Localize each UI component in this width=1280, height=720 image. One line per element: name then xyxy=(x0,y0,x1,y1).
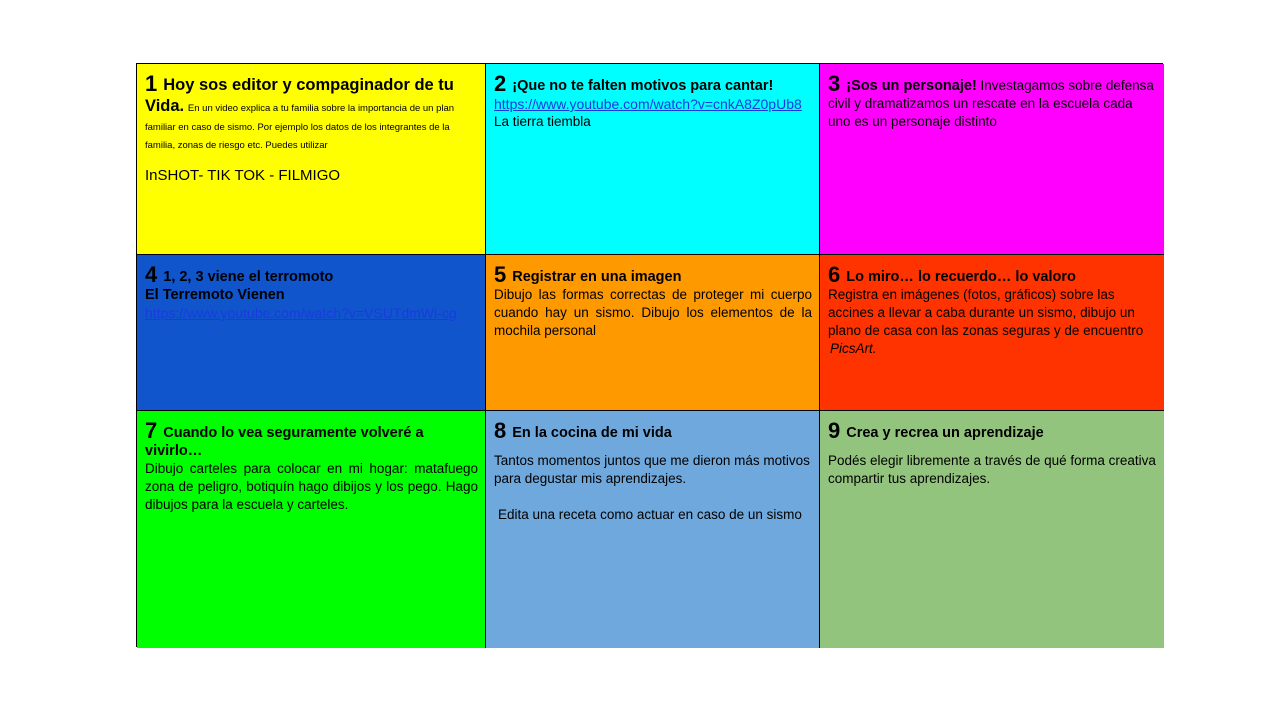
cell-body: Tantos momentos juntos que me dieron más motivos para degustar mis aprendizajes. xyxy=(494,453,810,486)
cell-subtitle: El Terremoto Vienen xyxy=(145,287,285,303)
cell-body: Investagamos sobre defensa civil y dramatizamos un rescate en la escuela cada uno es un personaje distinto xyxy=(828,78,1154,129)
cell-4 xyxy=(137,255,486,411)
cell-title: ¡Sos un personaje! xyxy=(846,78,977,94)
cell-title: Crea y recrea un aprendizaje xyxy=(846,425,1044,441)
cell-1 xyxy=(137,64,486,255)
cell-body: Dibujo carteles para colocar en mi hogar: matafuego zona de peligro, botiquín hago dibijos y los pego. Hago dibujos para la escuela y carteles. xyxy=(145,461,478,512)
cell-number: 9 xyxy=(828,418,841,443)
video-link[interactable]: https://www.youtube.com/watch?v=VSUTdmWi-cg xyxy=(145,305,457,321)
cell-apps: InSHOT- TIK TOK - FILMIGO xyxy=(145,167,341,184)
cell-3 xyxy=(820,64,1164,255)
cell-body: Podés elegir libremente a través de qué forma creativa compartir tus aprendizajes. xyxy=(828,453,1156,486)
cell-9 xyxy=(820,411,1164,648)
cell-title: Registrar en una imagen xyxy=(512,269,682,285)
cell-number: 8 xyxy=(494,418,507,443)
video-link[interactable]: https://www.youtube.com/watch?v=cnkA8Z0pUb8 xyxy=(494,96,802,112)
cell-body-2: Edita una receta como actuar en caso de un sismo xyxy=(498,507,802,522)
cell-body: En un video explica a tu familia sobre la importancia de un plan familiar en caso de sismo. Por ejemplo los datos de los integrantes de la familia, zonas de riesgo etc. Puedes utilizar xyxy=(145,103,455,151)
cell-apps: PicsArt. xyxy=(830,341,877,356)
cell-title: Hoy sos editor y compaginador de tu Vida. xyxy=(145,76,454,115)
cell-title: Cuando lo vea seguramente volveré a vivirlo… xyxy=(145,425,424,459)
cell-number: 5 xyxy=(494,262,507,287)
cell-8 xyxy=(486,411,820,648)
cell-number: 7 xyxy=(145,418,158,443)
cell-body: Dibujo las formas correctas de proteger mi cuerpo cuando hay un sismo. Dibujo los elementos de la mochila personal xyxy=(494,287,812,338)
cell-5 xyxy=(486,255,820,411)
cell-number: 1 xyxy=(145,71,158,96)
cell-title: 1, 2, 3 viene el terromoto xyxy=(163,269,334,285)
cell-title: En la cocina de mi vida xyxy=(512,425,672,441)
cell-number: 6 xyxy=(828,262,841,287)
cell-body: La tierra tiembla xyxy=(494,114,591,129)
cell-title: ¡Que no te falten motivos para cantar! xyxy=(512,78,774,94)
cell-number: 3 xyxy=(828,71,841,96)
cell-number: 2 xyxy=(494,71,507,96)
cell-6 xyxy=(820,255,1164,411)
cell-title: Lo miro… lo recuerdo… lo valoro xyxy=(846,269,1076,285)
cell-7 xyxy=(137,411,486,648)
activity-grid xyxy=(136,63,1163,647)
cell-number: 4 xyxy=(145,262,158,287)
cell-2 xyxy=(486,64,820,255)
cell-body: Registra en imágenes (fotos, gráficos) sobre las accines a llevar a caba durante un sismo, dibujo un plano de casa con las zonas seguras y de encuentro xyxy=(828,287,1144,338)
